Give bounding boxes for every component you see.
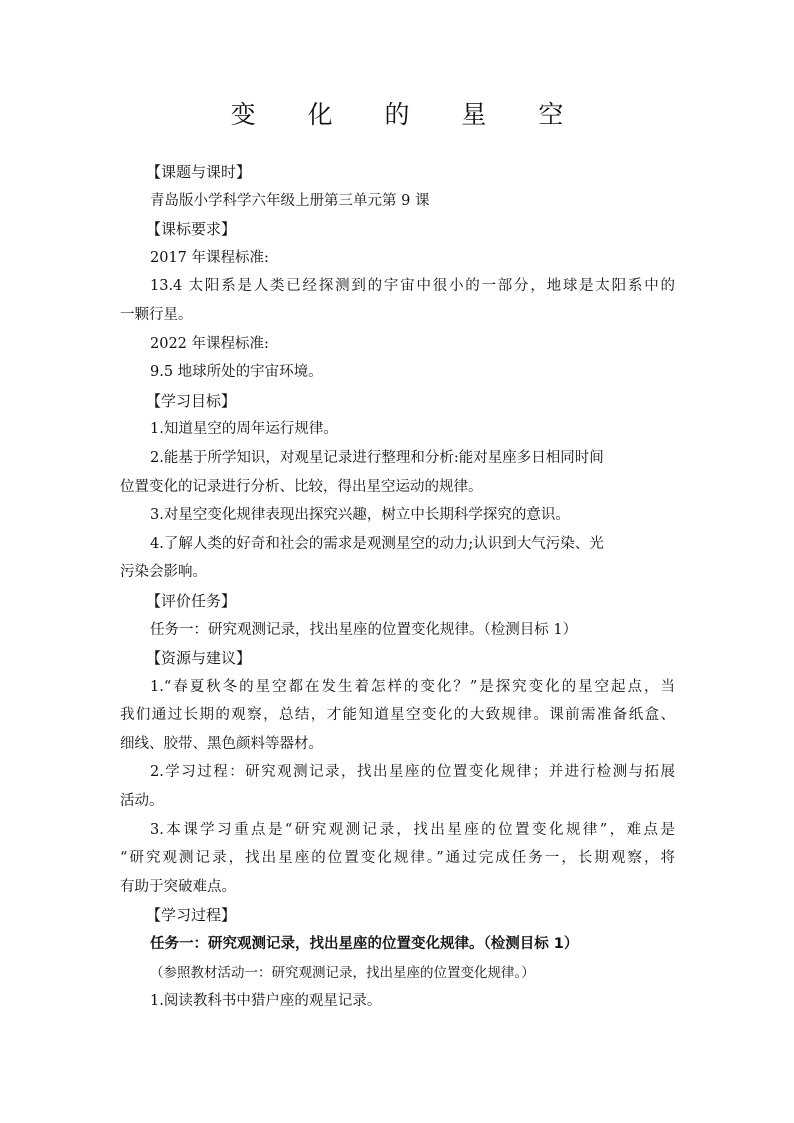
paragraph: 2022 年课程标准: [150,335,269,352]
paragraph: 2017 年课程标准: [150,249,269,266]
paragraph: “研究观测记录，找出星座的位置变化规律。”通过完成任务一，长期观察，将 [120,850,675,867]
paragraph: 活动。 [120,793,164,810]
section-heading-assessment: 【评价任务】 [146,591,237,610]
paragraph: 有助于突破难点。 [120,878,236,895]
paragraph: 青岛版小学科学六年级上册第三单元第 9 课 [150,192,430,209]
paragraph: 1.知道星空的周年运行规律。 [150,421,338,438]
paragraph: 3.对星空变化规律表现出探究兴趣，树立中长期科学探究的意识。 [150,507,570,524]
task-heading: 任务一：研究观测记录，找出星座的位置变化规律。（检测目标 1） [150,936,579,953]
paragraph: 位置变化的记录进行分析、比较，得出星空运动的规律。 [120,478,483,495]
paragraph: 任务一：研究观测记录，找出星座的位置变化规律。（检测目标 1） [150,621,578,638]
paragraph: 13.4 太阳系是人类已经探测到的宇宙中很小的一部分，地球是太阳系中的 [150,278,675,295]
paragraph: 3.本课学习重点是“研究观测记录，找出星座的位置变化规律”，难点是 [150,821,675,838]
paragraph: （参照教材活动一：研究观测记录，找出星座的位置变化规律。） [150,964,535,981]
paragraph: 1.“春夏秋冬的星空都在发生着怎样的变化？”是探究变化的星空起点，当 [150,678,675,695]
section-heading-standards: 【课标要求】 [146,220,237,239]
page-title: 变 化 的 星 空 [230,100,586,129]
paragraph: 2.学习过程：研究观测记录，找出星座的位置变化规律；并进行检测与拓展 [150,764,675,781]
section-heading-topic: 【课题与课时】 [146,163,252,181]
section-heading-objectives: 【学习目标】 [146,391,237,410]
paragraph: 9.5 地球所处的宇宙环境。 [150,364,323,381]
paragraph: 细线、胶带、黑色颜料等器材。 [120,735,323,752]
paragraph: 一颗行星。 [120,306,193,323]
section-heading-resources: 【资源与建议】 [146,649,252,668]
paragraph: 我们通过长期的观察，总结，才能知道星空变化的大致规律。课前需准备纸盒、 [120,707,675,724]
paragraph: 1.阅读教科书中猎户座的观星记录。 [150,993,382,1010]
paragraph: 污染会影响。 [120,564,207,581]
paragraph: 2.能基于所学知识，对观星记录进行整理和分析:能对星座多日相同时间 [150,449,604,466]
document-body [120,158,675,1016]
section-heading-process: 【学习过程】 [146,906,237,925]
paragraph: 4.了解人类的好奇和社会的需求是观测星空的动力;认识到大气污染、光 [150,535,604,552]
